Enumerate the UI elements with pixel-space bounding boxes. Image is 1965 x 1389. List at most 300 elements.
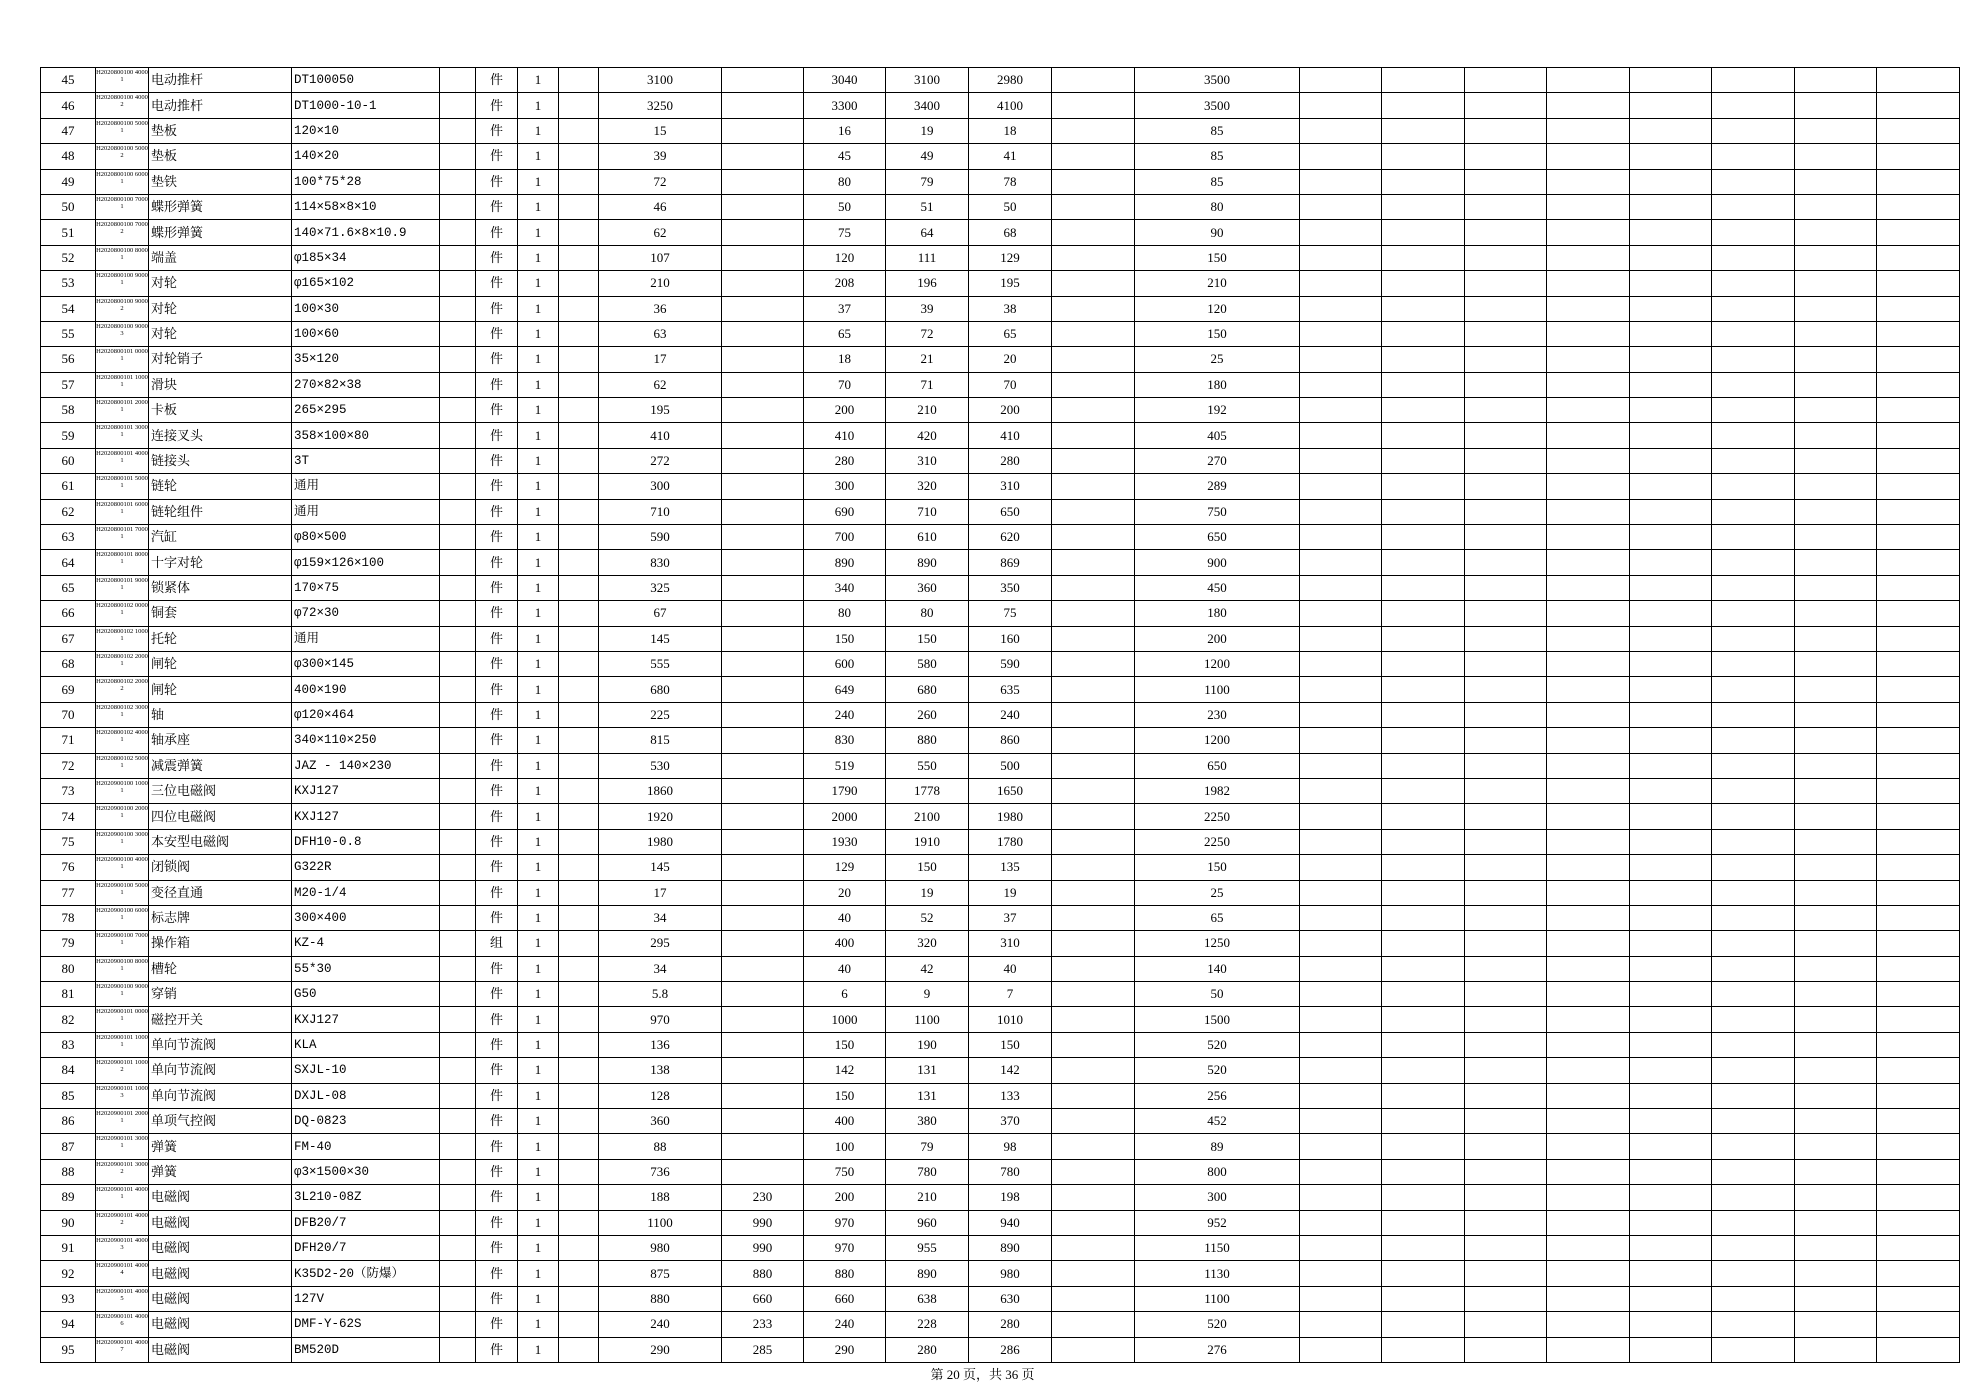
item-unit: 件	[476, 245, 518, 270]
item-qty: 1	[518, 753, 559, 778]
price-1: 136	[599, 1032, 722, 1057]
item-qty: 1	[518, 804, 559, 829]
item-spec: K35D2-20（防爆）	[292, 1261, 440, 1286]
item-qty: 1	[518, 271, 559, 296]
price-1: 210	[599, 271, 722, 296]
price-1: 880	[599, 1286, 722, 1311]
blank-cell	[1795, 321, 1877, 346]
table-row	[41, 880, 1960, 905]
blank-cell	[440, 728, 476, 753]
table-row	[41, 956, 1960, 981]
price-6	[1052, 220, 1135, 245]
item-unit: 件	[476, 1007, 518, 1032]
item-qty: 1	[518, 1083, 559, 1108]
item-spec: DT1000-10-1	[292, 93, 440, 118]
item-unit: 件	[476, 1058, 518, 1083]
blank-cell	[1465, 1337, 1547, 1362]
price-7: 85	[1135, 169, 1300, 194]
blank-cell	[440, 982, 476, 1007]
item-name: 链轮	[149, 474, 292, 499]
table-row	[41, 677, 1960, 702]
item-name: 三位电磁阀	[149, 778, 292, 803]
blank-cell	[1382, 474, 1465, 499]
blank-cell	[1382, 1235, 1465, 1260]
blank-cell	[1795, 1007, 1877, 1032]
item-name: 闸轮	[149, 651, 292, 676]
price-4: 79	[886, 1134, 969, 1159]
item-qty: 1	[518, 601, 559, 626]
price-4: 960	[886, 1210, 969, 1235]
blank-cell	[1300, 982, 1382, 1007]
price-7: 150	[1135, 855, 1300, 880]
blank-cell	[1547, 728, 1630, 753]
price-5: 1010	[969, 1007, 1052, 1032]
blank-cell	[559, 118, 599, 143]
item-spec: KXJ127	[292, 1007, 440, 1032]
blank-cell	[1877, 525, 1960, 550]
item-qty: 1	[518, 423, 559, 448]
price-3: 970	[804, 1210, 886, 1235]
price-3: 150	[804, 1032, 886, 1057]
price-5: 50	[969, 194, 1052, 219]
item-unit: 件	[476, 220, 518, 245]
blank-cell	[1300, 347, 1382, 372]
blank-cell	[1795, 1235, 1877, 1260]
blank-cell	[1712, 1109, 1795, 1134]
item-qty: 1	[518, 398, 559, 423]
blank-cell	[440, 474, 476, 499]
price-7: 2250	[1135, 804, 1300, 829]
blank-cell	[559, 1210, 599, 1235]
price-2	[722, 398, 804, 423]
price-3: 240	[804, 1312, 886, 1337]
table-row	[41, 829, 1960, 854]
item-name: 汽缸	[149, 525, 292, 550]
price-4: 310	[886, 448, 969, 473]
price-5: 150	[969, 1032, 1052, 1057]
price-6	[1052, 651, 1135, 676]
item-name: 闸轮	[149, 677, 292, 702]
price-1: 128	[599, 1083, 722, 1108]
blank-cell	[1712, 905, 1795, 930]
table-row	[41, 626, 1960, 651]
blank-cell	[440, 525, 476, 550]
price-6	[1052, 321, 1135, 346]
blank-cell	[1465, 118, 1547, 143]
blank-cell	[440, 829, 476, 854]
material-code: H2020900100 50001	[96, 880, 149, 905]
table-row	[41, 118, 1960, 143]
blank-cell	[1547, 829, 1630, 854]
table-row	[41, 1286, 1960, 1311]
price-3: 750	[804, 1159, 886, 1184]
price-4: 111	[886, 245, 969, 270]
price-7: 150	[1135, 245, 1300, 270]
item-name: 垫铁	[149, 169, 292, 194]
blank-cell	[1465, 1286, 1547, 1311]
item-qty: 1	[518, 448, 559, 473]
blank-cell	[1712, 1007, 1795, 1032]
blank-cell	[440, 601, 476, 626]
price-5: 310	[969, 931, 1052, 956]
price-7: 1100	[1135, 1286, 1300, 1311]
blank-cell	[1877, 550, 1960, 575]
row-number: 78	[41, 905, 96, 930]
price-1: 590	[599, 525, 722, 550]
blank-cell	[1547, 1235, 1630, 1260]
table-row	[41, 474, 1960, 499]
price-6	[1052, 855, 1135, 880]
price-3: 142	[804, 1058, 886, 1083]
item-spec: φ185×34	[292, 245, 440, 270]
price-3: 400	[804, 1109, 886, 1134]
material-code: H2020900101 20001	[96, 1109, 149, 1134]
material-code: H2020800100 50001	[96, 118, 149, 143]
material-code: H2020800100 90003	[96, 321, 149, 346]
item-unit: 件	[476, 118, 518, 143]
price-3: 80	[804, 601, 886, 626]
blank-cell	[440, 398, 476, 423]
blank-cell	[1795, 1032, 1877, 1057]
row-number: 60	[41, 448, 96, 473]
item-spec: φ3×1500×30	[292, 1159, 440, 1184]
blank-cell	[1465, 575, 1547, 600]
blank-cell	[440, 118, 476, 143]
blank-cell	[1630, 778, 1712, 803]
blank-cell	[440, 448, 476, 473]
blank-cell	[1382, 321, 1465, 346]
price-2	[722, 296, 804, 321]
blank-cell	[440, 347, 476, 372]
item-spec: 35×120	[292, 347, 440, 372]
blank-cell	[440, 1312, 476, 1337]
row-number: 91	[41, 1235, 96, 1260]
item-qty: 1	[518, 474, 559, 499]
blank-cell	[1630, 753, 1712, 778]
blank-cell	[1547, 982, 1630, 1007]
blank-cell	[1877, 1083, 1960, 1108]
blank-cell	[1300, 829, 1382, 854]
price-2	[722, 474, 804, 499]
blank-cell	[1712, 448, 1795, 473]
blank-cell	[1382, 1261, 1465, 1286]
row-number: 94	[41, 1312, 96, 1337]
price-7: 1500	[1135, 1007, 1300, 1032]
blank-cell	[1465, 93, 1547, 118]
blank-cell	[1877, 1134, 1960, 1159]
blank-cell	[440, 550, 476, 575]
blank-cell	[1465, 1058, 1547, 1083]
blank-cell	[1877, 575, 1960, 600]
blank-cell	[440, 1134, 476, 1159]
blank-cell	[440, 1337, 476, 1362]
blank-cell	[1630, 499, 1712, 524]
blank-cell	[559, 144, 599, 169]
blank-cell	[1300, 194, 1382, 219]
blank-cell	[1465, 753, 1547, 778]
blank-cell	[1300, 550, 1382, 575]
price-1: 67	[599, 601, 722, 626]
blank-cell	[1630, 1109, 1712, 1134]
price-2	[722, 220, 804, 245]
blank-cell	[440, 956, 476, 981]
table-row	[41, 169, 1960, 194]
price-5: 620	[969, 525, 1052, 550]
price-2	[722, 525, 804, 550]
price-7: 25	[1135, 880, 1300, 905]
table-row	[41, 1185, 1960, 1210]
blank-cell	[440, 651, 476, 676]
price-2	[722, 144, 804, 169]
blank-cell	[1877, 1007, 1960, 1032]
price-2	[722, 702, 804, 727]
item-qty: 1	[518, 1109, 559, 1134]
material-code: H2020800101 90001	[96, 575, 149, 600]
blank-cell	[440, 677, 476, 702]
item-qty: 1	[518, 626, 559, 651]
row-number: 70	[41, 702, 96, 727]
item-qty: 1	[518, 245, 559, 270]
price-2	[722, 372, 804, 397]
blank-cell	[1795, 1312, 1877, 1337]
blank-cell	[1630, 651, 1712, 676]
blank-cell	[1795, 68, 1877, 93]
price-3: 1790	[804, 778, 886, 803]
blank-cell	[1382, 1185, 1465, 1210]
row-number: 54	[41, 296, 96, 321]
material-code: H2020800100 40002	[96, 93, 149, 118]
blank-cell	[440, 1185, 476, 1210]
item-unit: 件	[476, 499, 518, 524]
price-3: 65	[804, 321, 886, 346]
price-6	[1052, 271, 1135, 296]
blank-cell	[1712, 347, 1795, 372]
row-number: 69	[41, 677, 96, 702]
price-3: 208	[804, 271, 886, 296]
blank-cell	[1382, 804, 1465, 829]
price-6	[1052, 1134, 1135, 1159]
blank-cell	[1877, 93, 1960, 118]
price-6	[1052, 1032, 1135, 1057]
price-5: 500	[969, 753, 1052, 778]
price-5: 129	[969, 245, 1052, 270]
blank-cell	[1382, 68, 1465, 93]
price-7: 450	[1135, 575, 1300, 600]
blank-cell	[1877, 1312, 1960, 1337]
blank-cell	[559, 1286, 599, 1311]
blank-cell	[1877, 68, 1960, 93]
blank-cell	[1795, 956, 1877, 981]
item-unit: 件	[476, 1337, 518, 1362]
row-number: 92	[41, 1261, 96, 1286]
row-number: 80	[41, 956, 96, 981]
blank-cell	[559, 1337, 599, 1362]
blank-cell	[1465, 550, 1547, 575]
blank-cell	[559, 448, 599, 473]
blank-cell	[1547, 1286, 1630, 1311]
blank-cell	[1547, 1007, 1630, 1032]
price-6	[1052, 804, 1135, 829]
blank-cell	[1795, 499, 1877, 524]
item-unit: 件	[476, 1235, 518, 1260]
blank-cell	[559, 194, 599, 219]
price-4: 638	[886, 1286, 969, 1311]
price-4: 890	[886, 550, 969, 575]
blank-cell	[1547, 169, 1630, 194]
item-name: 滑块	[149, 372, 292, 397]
blank-cell	[559, 271, 599, 296]
blank-cell	[1877, 677, 1960, 702]
item-name: 蝶形弹簧	[149, 194, 292, 219]
material-code: H2020900100 30001	[96, 829, 149, 854]
blank-cell	[559, 347, 599, 372]
blank-cell	[1547, 1159, 1630, 1184]
price-3: 410	[804, 423, 886, 448]
item-qty: 1	[518, 68, 559, 93]
item-name: 闭锁阀	[149, 855, 292, 880]
table-row	[41, 1159, 1960, 1184]
blank-cell	[1300, 601, 1382, 626]
blank-cell	[440, 575, 476, 600]
table-row	[41, 601, 1960, 626]
table-row	[41, 550, 1960, 575]
blank-cell	[1547, 118, 1630, 143]
parts-table	[40, 67, 1960, 1363]
material-code: H2020900101 40006	[96, 1312, 149, 1337]
blank-cell	[1712, 194, 1795, 219]
price-3: 690	[804, 499, 886, 524]
item-spec: G322R	[292, 855, 440, 880]
price-7: 1982	[1135, 778, 1300, 803]
blank-cell	[1547, 423, 1630, 448]
row-number: 57	[41, 372, 96, 397]
blank-cell	[1877, 702, 1960, 727]
item-unit: 件	[476, 829, 518, 854]
blank-cell	[1712, 1185, 1795, 1210]
blank-cell	[1795, 677, 1877, 702]
price-1: 980	[599, 1235, 722, 1260]
material-code: H2020800100 70002	[96, 220, 149, 245]
blank-cell	[1382, 347, 1465, 372]
item-name: 蝶形弹簧	[149, 220, 292, 245]
item-unit: 件	[476, 144, 518, 169]
price-4: 890	[886, 1261, 969, 1286]
price-2	[722, 855, 804, 880]
blank-cell	[559, 1083, 599, 1108]
blank-cell	[1547, 1337, 1630, 1362]
item-spec: DMF-Y-62S	[292, 1312, 440, 1337]
material-code: H2020800100 70001	[96, 194, 149, 219]
blank-cell	[559, 855, 599, 880]
blank-cell	[1465, 1032, 1547, 1057]
blank-cell	[1795, 728, 1877, 753]
table-row	[41, 1007, 1960, 1032]
price-2	[722, 651, 804, 676]
item-name: 弹簧	[149, 1134, 292, 1159]
price-3: 519	[804, 753, 886, 778]
price-7: 192	[1135, 398, 1300, 423]
blank-cell	[440, 931, 476, 956]
price-3: 240	[804, 702, 886, 727]
item-unit: 件	[476, 855, 518, 880]
blank-cell	[1382, 271, 1465, 296]
material-code: H2020900101 40004	[96, 1261, 149, 1286]
row-number: 47	[41, 118, 96, 143]
item-name: 锁紧体	[149, 575, 292, 600]
price-7: 85	[1135, 118, 1300, 143]
blank-cell	[1300, 753, 1382, 778]
material-code: H2020800101 50001	[96, 474, 149, 499]
item-unit: 件	[476, 601, 518, 626]
table-row	[41, 448, 1960, 473]
blank-cell	[1795, 423, 1877, 448]
blank-cell	[440, 753, 476, 778]
price-5: 198	[969, 1185, 1052, 1210]
item-name: 链接头	[149, 448, 292, 473]
price-2	[722, 753, 804, 778]
price-4: 320	[886, 931, 969, 956]
price-4: 260	[886, 702, 969, 727]
blank-cell	[1712, 651, 1795, 676]
blank-cell	[1712, 220, 1795, 245]
item-spec: SXJL-10	[292, 1058, 440, 1083]
price-7: 3500	[1135, 68, 1300, 93]
price-6	[1052, 1337, 1135, 1362]
price-2	[722, 321, 804, 346]
blank-cell	[1300, 525, 1382, 550]
price-3: 50	[804, 194, 886, 219]
price-7: 452	[1135, 1109, 1300, 1134]
blank-cell	[559, 626, 599, 651]
item-spec: DFH20/7	[292, 1235, 440, 1260]
price-4: 19	[886, 880, 969, 905]
blank-cell	[1877, 1286, 1960, 1311]
blank-cell	[1382, 1032, 1465, 1057]
blank-cell	[1300, 321, 1382, 346]
blank-cell	[440, 296, 476, 321]
blank-cell	[1547, 1058, 1630, 1083]
item-spec: DXJL-08	[292, 1083, 440, 1108]
price-4: 80	[886, 601, 969, 626]
price-2	[722, 1109, 804, 1134]
blank-cell	[1712, 245, 1795, 270]
price-3: 649	[804, 677, 886, 702]
price-2	[722, 575, 804, 600]
item-unit: 件	[476, 1159, 518, 1184]
item-name: 端盖	[149, 245, 292, 270]
price-5: 70	[969, 372, 1052, 397]
blank-cell	[559, 1185, 599, 1210]
blank-cell	[1630, 321, 1712, 346]
item-qty: 1	[518, 728, 559, 753]
item-spec: 55*30	[292, 956, 440, 981]
price-2: 990	[722, 1235, 804, 1260]
material-code: H2020800102 10001	[96, 626, 149, 651]
price-4: 880	[886, 728, 969, 753]
price-2	[722, 169, 804, 194]
blank-cell	[1465, 347, 1547, 372]
blank-cell	[559, 804, 599, 829]
item-spec: DQ-0823	[292, 1109, 440, 1134]
material-code: H2020900101 40005	[96, 1286, 149, 1311]
blank-cell	[1382, 1312, 1465, 1337]
blank-cell	[1382, 550, 1465, 575]
table-row	[41, 1058, 1960, 1083]
price-4: 680	[886, 677, 969, 702]
blank-cell	[1630, 1134, 1712, 1159]
blank-cell	[1877, 1235, 1960, 1260]
price-5: 940	[969, 1210, 1052, 1235]
